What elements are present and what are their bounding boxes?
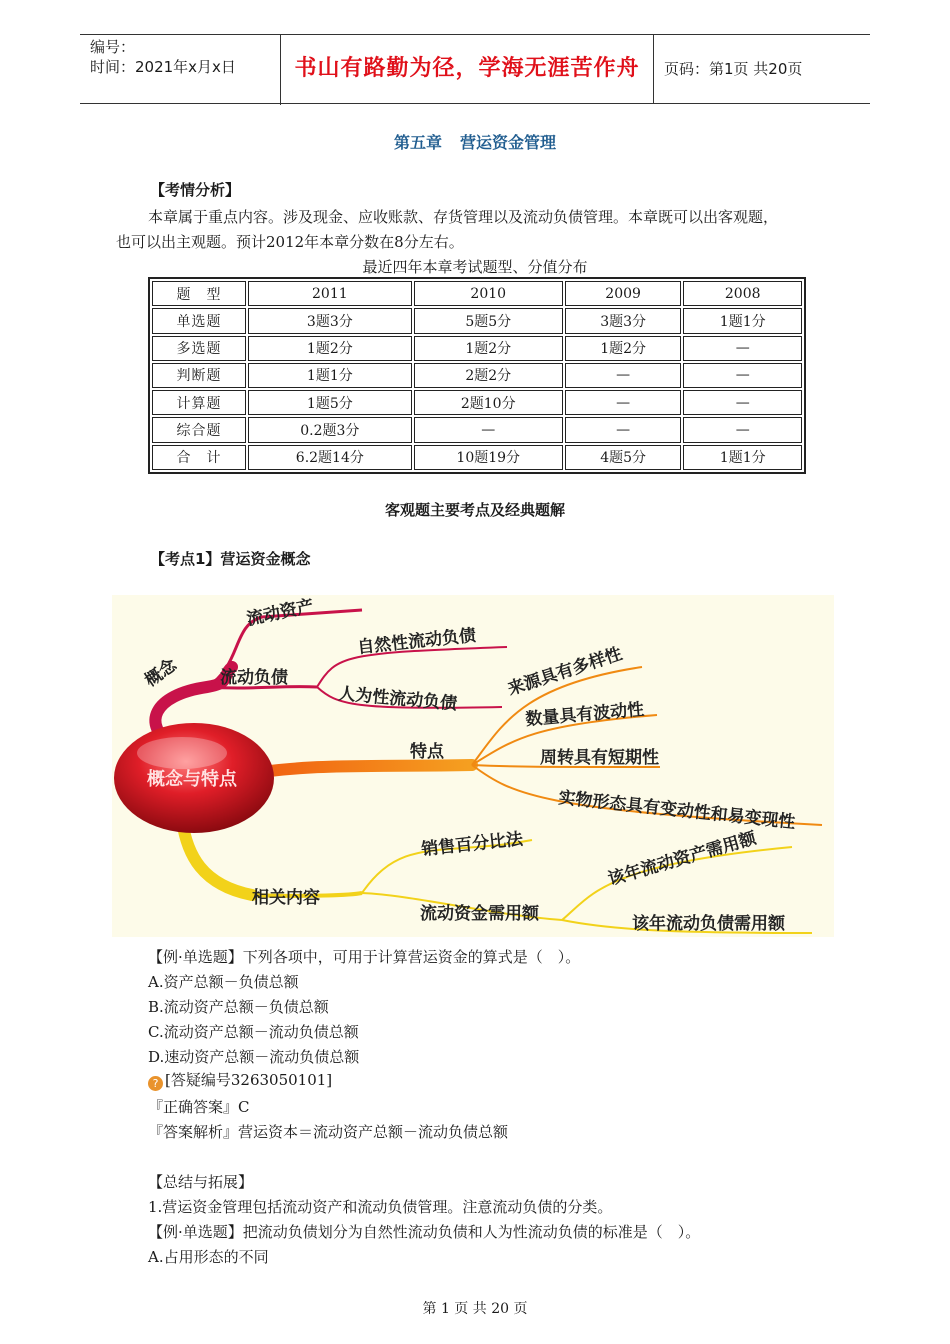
table-cell: 4题5分 [565,445,682,470]
table-row [152,336,802,361]
kaodian-1-heading: 【考点1】营运资金概念 [150,550,311,568]
table-header-row [152,281,802,306]
table-cell: 判断题 [152,363,246,388]
chapter-no: 第五章 [393,133,442,152]
example-1-analysis: 『答案解析』营运资本＝流动资产总额－流动负债总额 [148,1123,509,1141]
example-1-option-a: A.资产总额－负债总额 [148,973,299,991]
example-1-qid: [答疑编号3263050101] [165,1071,333,1089]
table-cell: 单选题 [152,308,246,333]
table-cell: 1题2分 [565,336,682,361]
table-row [152,417,802,442]
center-label: 概念与特点 [147,769,237,790]
spontaneous-label: 自然性流动负债 [356,625,477,658]
table-cell: 多选题 [152,336,246,361]
header-time-label: 时间：2021年x月x日 [90,58,236,76]
example-1-answer: 『正确答案』C [148,1098,250,1116]
example-2-option-a: A.占用形态的不同 [148,1248,269,1266]
header-page-info: 页码：第1页 共20页 [664,60,803,78]
table-cell: — [683,363,802,388]
table-cell: 3题3分 [248,308,412,333]
discretionary-label: 人为性流动负债 [337,684,458,715]
related-4-label: 该年流动负债需用额 [632,914,785,934]
table-header-cell: 题 型 [152,281,246,306]
page-header [80,34,870,104]
analysis-heading: 【考情分析】 [150,181,241,199]
table-cell: 计算题 [152,390,246,415]
related-2-label: 流动资金需用额 [420,904,539,924]
table-cell: — [414,417,563,442]
related-label: 相关内容 [252,888,320,908]
concept-label: 概念 [141,655,181,692]
header-meta [80,35,281,105]
example-2-stem: 【例·单选题】把流动负债划分为自然性流动负债和人为性流动负债的标准是（ ）。 [148,1223,701,1241]
feature-4-label: 实物形态具有变动性和易变现性 [557,788,797,833]
table-cell: 1题1分 [683,445,802,470]
feature-1-label: 来源具有多样性 [505,643,625,700]
header-motto: 书山有路勤为径，学海无涯苦作舟 [281,35,654,103]
summary-item-1: 1.营运资金管理包括流动资产和流动负债管理。注意流动负债的分类。 [148,1198,613,1216]
analysis-line-2: 也可以出主观题。预计2012年本章分数在8分左右。 [116,233,464,251]
related-3-label: 该年流动资产需用额 [605,828,759,890]
table-cell: 10题19分 [414,445,563,470]
table-cell: 0.2题3分 [248,417,412,442]
current-liabilities-label: 流动负债 [220,668,288,688]
example-1-qid-row [148,1068,332,1092]
features-label: 特点 [410,742,444,762]
table-cell: 1题2分 [248,336,412,361]
table-row [152,308,802,333]
page-footer: 第 1 页 共 20 页 [422,1301,528,1317]
table-cell: 2题2分 [414,363,563,388]
summary-heading: 【总结与拓展】 [148,1173,254,1191]
table-cell: — [683,336,802,361]
table-cell: — [565,390,682,415]
table-cell: 1题2分 [414,336,563,361]
analysis-line-1: 本章属于重点内容。涉及现金、应收账款、存货管理以及流动负债管理。本章既可以出客观题， [148,208,779,226]
table-header-cell: 2011 [248,281,412,306]
table-header-cell: 2009 [565,281,682,306]
table-cell: 1题5分 [248,390,412,415]
header-number-label: 编号： [90,38,136,56]
related-1-label: 销售百分比法 [420,829,524,860]
table-cell: 1题1分 [248,363,412,388]
table-cell: — [683,417,802,442]
example-1-option-d: D.速动资产总额－流动负债总额 [148,1048,360,1066]
table-cell: 1题1分 [683,308,802,333]
table-row [152,390,802,415]
score-distribution-table [148,277,806,474]
chapter-name: 营运资金管理 [460,133,557,152]
table-header-cell: 2010 [414,281,563,306]
table-cell: 2题10分 [414,390,563,415]
question-mark-icon[interactable]: ? [148,1076,163,1091]
feature-2-label: 数量具有波动性 [524,699,645,730]
chapter-title [0,130,950,153]
example-1-option-b: B.流动资产总额－负债总额 [148,998,329,1016]
table-cell: 综合题 [152,417,246,442]
table-caption: 最近四年本章考试题型、分值分布 [362,258,588,276]
table-cell: — [565,417,682,442]
feature-3-label: 周转具有短期性 [540,748,659,768]
table-cell: 3题3分 [565,308,682,333]
table-cell: 合 计 [152,445,246,470]
section-title: 客观题主要考点及经典题解 [384,501,565,519]
table-cell: 5题5分 [414,308,563,333]
table-cell: — [565,363,682,388]
table-cell: 6.2题14分 [248,445,412,470]
concept-mind-map [112,595,834,937]
table-row [152,363,802,388]
example-1-stem: 【例·单选题】下列各项中，可用于计算营运资金的算式是（ ）。 [148,948,581,966]
example-1-option-c: C.流动资产总额－流动负债总额 [148,1023,359,1041]
current-assets-label: 流动资产 [244,596,316,630]
table-cell: — [683,390,802,415]
table-header-cell: 2008 [683,281,802,306]
center-highlight [137,737,227,769]
table-row [152,445,802,470]
